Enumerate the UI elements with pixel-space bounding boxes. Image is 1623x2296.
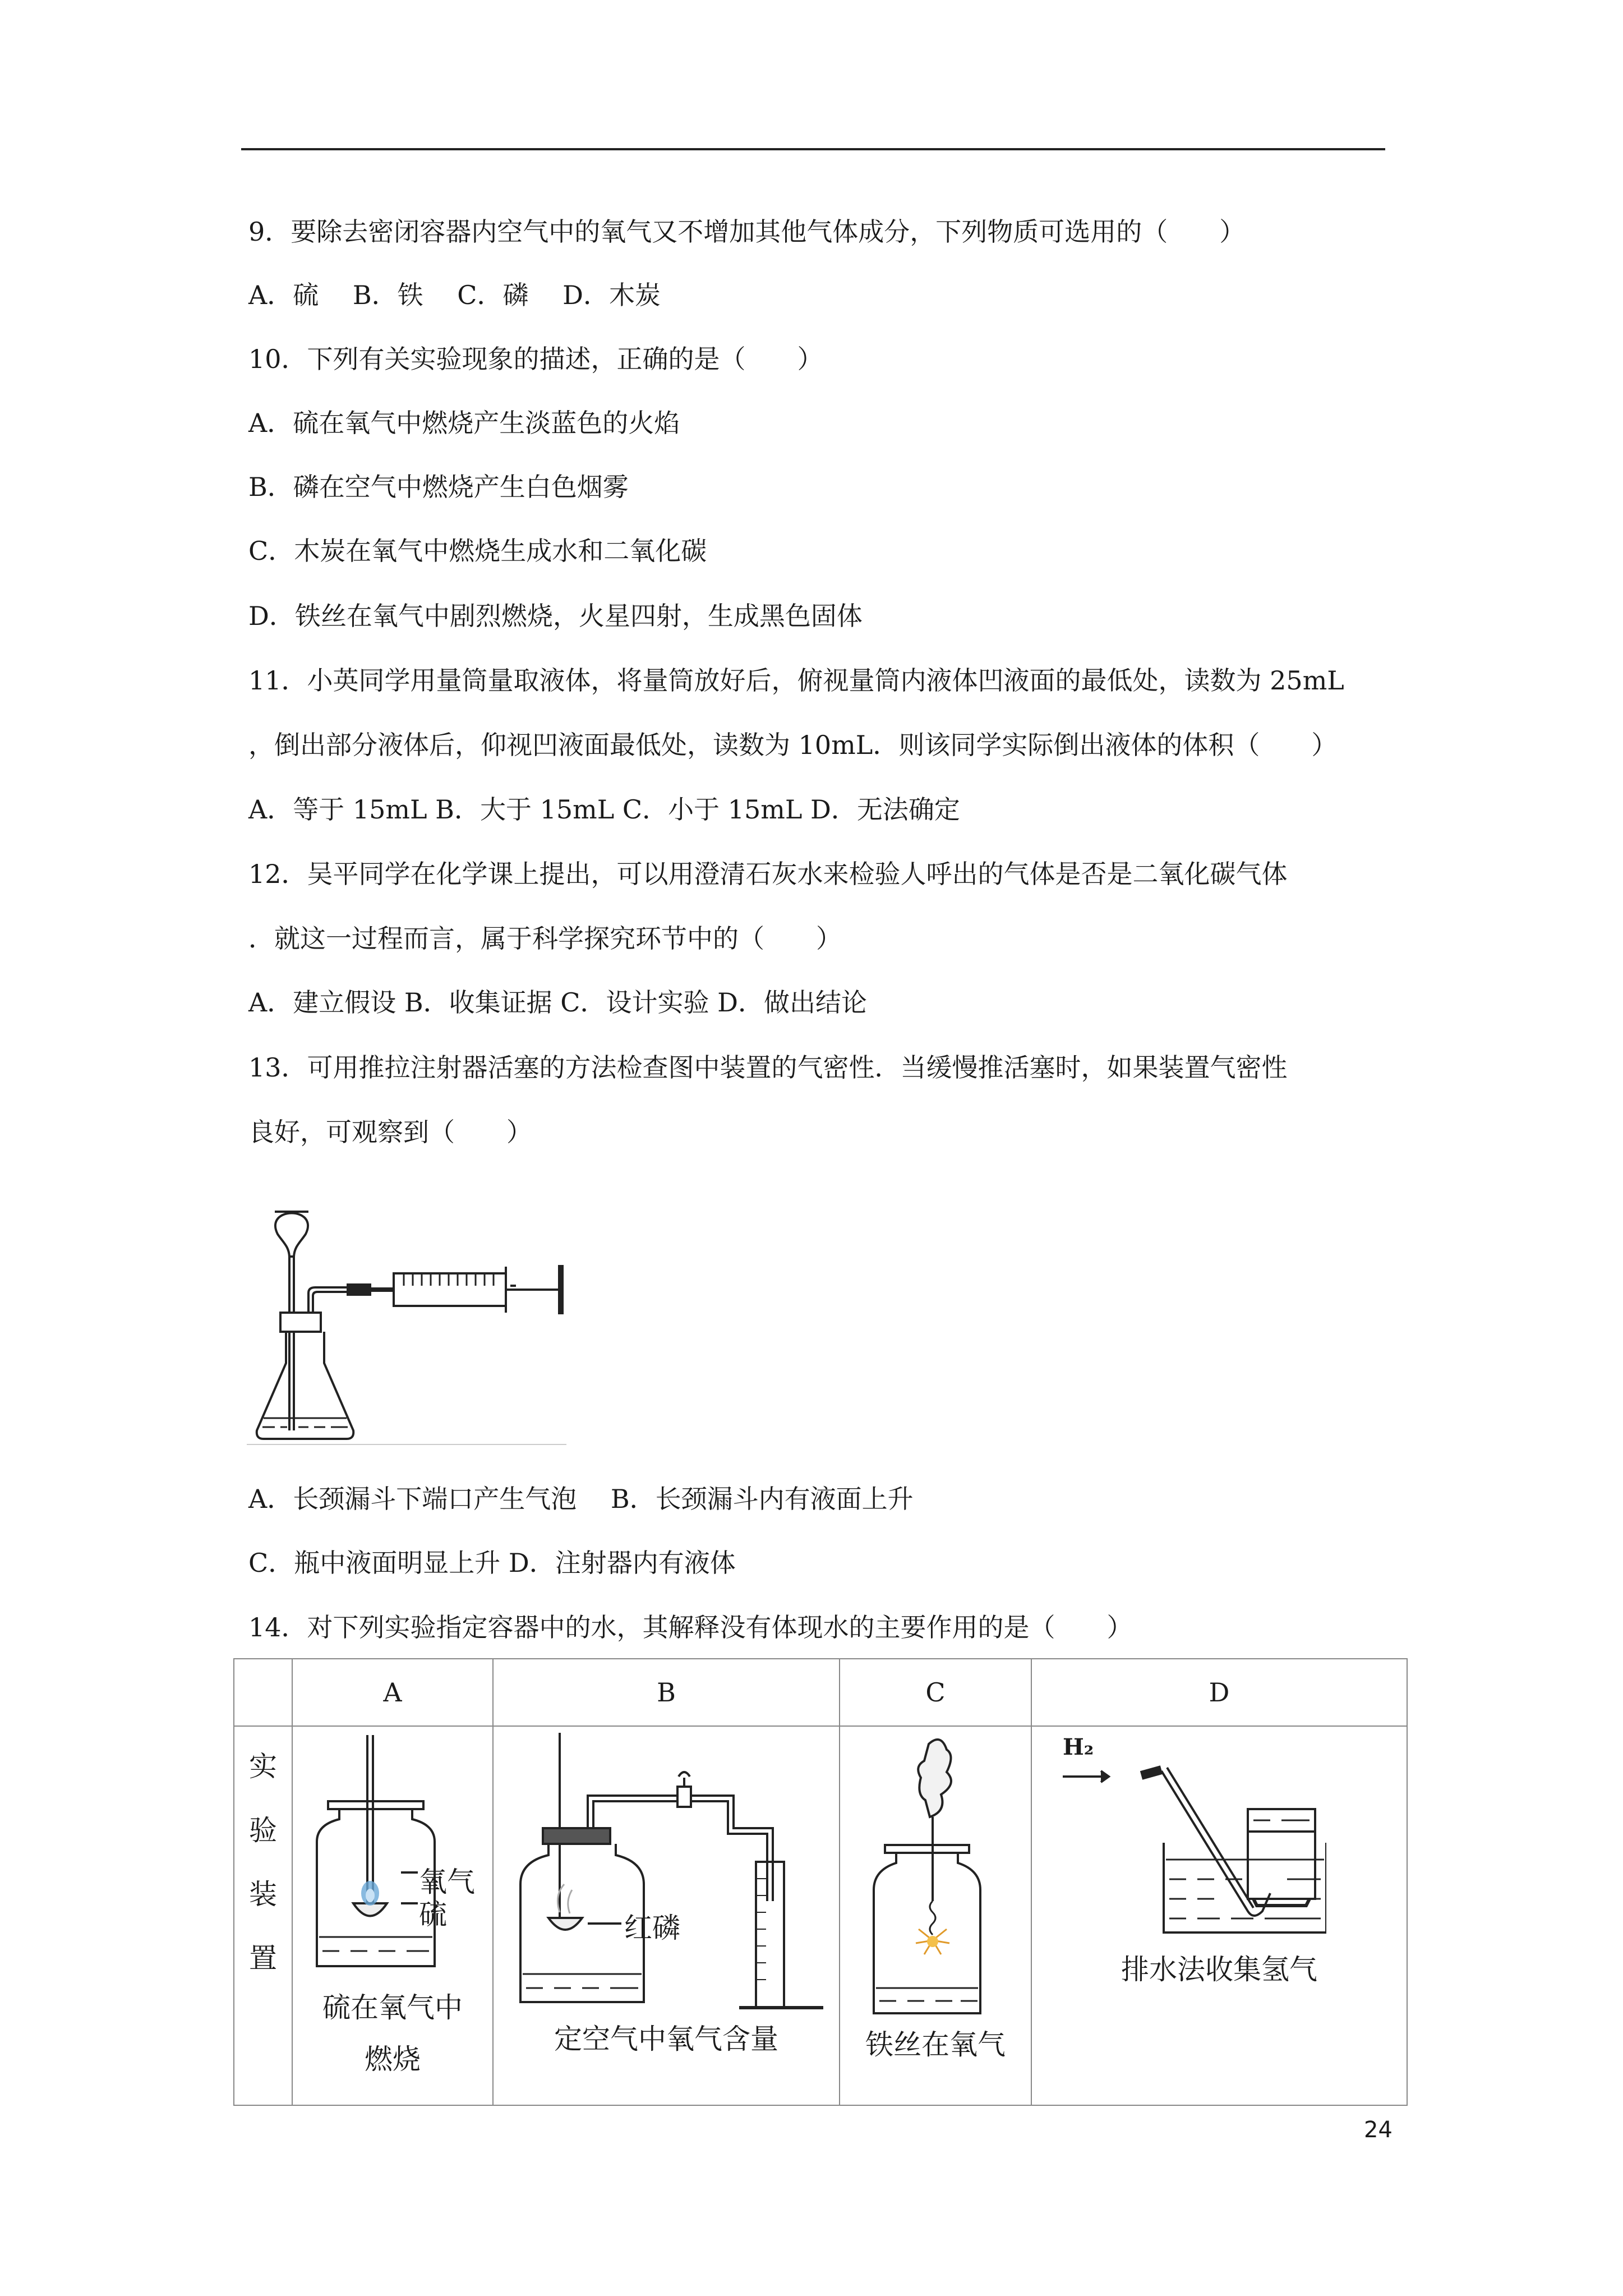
label-oxygen: 氧气: [419, 1866, 475, 1898]
q14-header-b: B: [493, 1659, 840, 1726]
q9-options: A．硫 B．铁 C．磷 D．木炭: [248, 280, 661, 310]
q13-options-ab: A．长颈漏斗下端口产生气泡 B．长颈漏斗内有液面上升: [248, 1484, 914, 1514]
combustion-spoon: [548, 1918, 582, 1930]
q14-table: [233, 1658, 1408, 2106]
flask-liquid: [262, 1418, 348, 1427]
caption-b: 定空气中氧气含量: [554, 2023, 778, 2055]
iron-wire-burning-figure: [863, 1733, 1008, 2019]
q13-options-cd: C．瓶中液面明显上升 D．注射器内有液体: [248, 1548, 736, 1578]
jar-water: [876, 1988, 978, 2001]
delivery-tube: [1161, 1771, 1270, 1916]
q14-corner-cell: [234, 1659, 292, 1726]
jar-stopper: [543, 1828, 610, 1844]
q10-option-b: B．磷在空气中燃烧产生白色烟雾: [248, 472, 629, 502]
q14-header-c: C: [840, 1659, 1031, 1726]
q14-stem: 14．对下列实验指定容器中的水，其解释没有体现水的主要作用的是（ ）: [248, 1612, 1133, 1642]
label-sulfur: 硫: [419, 1898, 447, 1931]
row-label-char: 验: [249, 1814, 277, 1847]
q14-row-label: [234, 1726, 292, 2105]
trough-water: [1166, 1820, 1324, 1918]
hydrogen-collection-figure: [1057, 1731, 1326, 1944]
q9-stem: 9．要除去密闭容器内空气中的氧气又不增加其他气体成分，下列物质可选用的（ ）: [248, 217, 1246, 247]
jar-water: [523, 1974, 642, 1988]
label-h2: H₂: [1063, 1734, 1094, 1760]
q10-stem: 10．下列有关实验现象的描述，正确的是（ ）: [248, 344, 823, 374]
hand-icon: [918, 1740, 951, 1817]
header-rule: [241, 148, 1385, 150]
funnel-bulb: [275, 1213, 308, 1257]
q10-option-a: A．硫在氧气中燃烧产生淡蓝色的火焰: [248, 408, 680, 438]
q14-header-a: A: [292, 1659, 493, 1726]
q13-line2: 良好，可观察到（ ）: [248, 1117, 532, 1147]
q10-option-c: C．木炭在氧气中燃烧生成水和二氧化碳: [248, 536, 707, 566]
row-label-char: 置: [249, 1942, 277, 1975]
q10-option-d: D．铁丝在氧气中剧烈燃烧，火星四射，生成黑色固体: [248, 601, 863, 631]
q13-line1: 13．可用推拉注射器活塞的方法检查图中装置的气密性．当缓慢推活塞时，如果装置气密性: [248, 1052, 1288, 1083]
row-label-char: 实: [249, 1750, 277, 1783]
q14-cell-c: [840, 1726, 1031, 2105]
gas-jar: [874, 1853, 980, 2013]
sulfur-burning-figure: [300, 1735, 485, 1982]
q12-options: A．建立假设 B．收集证据 C．设计实验 D．做出结论: [248, 987, 867, 1018]
caption-c: 铁丝在氧气: [865, 2028, 1006, 2061]
q11-line1: 11．小英同学用量筒量取液体，将量筒放好后，俯视量筒内液体凹液面的最低处，读数为 25mL: [248, 665, 1344, 696]
q12-line1: 12．吴平同学在化学课上提出，可以用澄清石灰水来检验人呼出的气体是否是二氧化碳气体: [248, 859, 1288, 889]
q11-line2: ，倒出部分液体后，仰视凹液面最低处，读数为 10mL．则该同学实际倒出液体的体积（ ）: [248, 730, 1338, 760]
gas-jar-inverted: [1248, 1809, 1315, 1899]
caption-a-line1: 硫在氧气中: [322, 1991, 463, 2024]
label-red-phosphorus: 红磷: [624, 1912, 680, 1944]
row-label-char: 装: [249, 1878, 277, 1911]
q14-header-d: D: [1031, 1659, 1407, 1726]
q14-apparatus-row: [234, 1726, 1407, 2105]
rubber-tube: [1141, 1770, 1161, 1775]
q12-line2: ．就这一过程而言，属于科学探究环节中的（ ）: [248, 923, 842, 954]
caption-d: 排水法收集氢气: [1121, 1953, 1317, 1986]
syringe-barrel: [394, 1273, 506, 1306]
caption-a-line2: 燃烧: [365, 2043, 421, 2076]
jar-water: [319, 1937, 432, 1951]
q14-cell-b: [493, 1726, 840, 2105]
q14-header-row: [234, 1659, 1407, 1726]
oxygen-content-figure: [509, 1733, 823, 2013]
graduated-cylinder: [756, 1862, 784, 2008]
page-number: 24: [1364, 2117, 1393, 2143]
q11-options: A．等于 15mL B．大于 15mL C．小于 15mL D．无法确定: [248, 794, 960, 825]
conical-flask: [257, 1332, 354, 1439]
q14-cell-d: [1031, 1726, 1407, 2105]
q13-apparatus-figure: [247, 1195, 578, 1447]
q14-cell-a: [292, 1726, 493, 2105]
stopper: [280, 1313, 321, 1332]
